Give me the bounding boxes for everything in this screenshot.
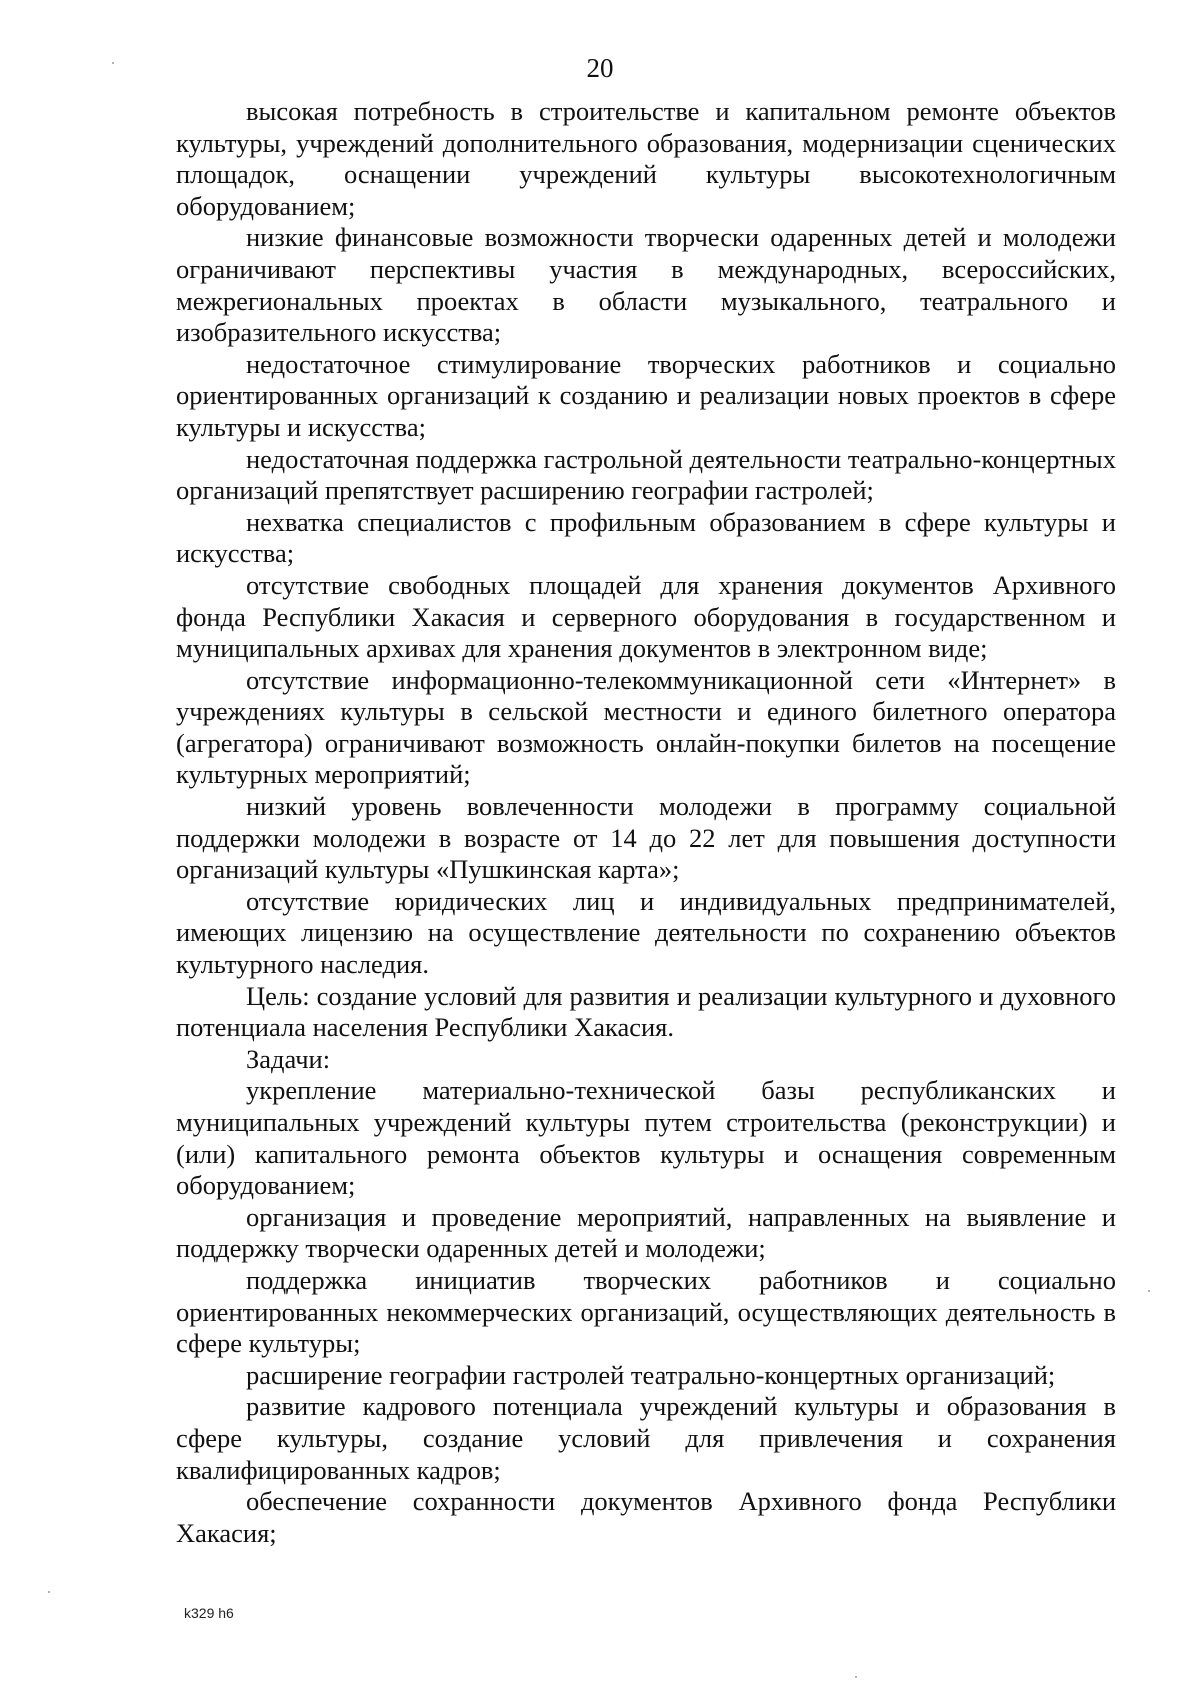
paragraph: отсутствие юридических лиц и индивидуальных предпринимателей, имеющих лицензию на осуществление деятельности по сохранению объектов культурного наследия.: [176, 885, 1116, 980]
footer-code: k329 h6: [184, 1605, 234, 1621]
paragraph: низкие финансовые возможности творчески одаренных детей и молодежи ограничивают перспективы участия в международных, всероссийских, межрегиональных проектах в области музыкального, театрального и изобразительного искусства;: [176, 222, 1116, 348]
paragraph: обеспечение сохранности документов Архивного фонда Республики Хакасия;: [176, 1486, 1116, 1548]
paragraph: отсутствие свободных площадей для хранения документов Архивного фонда Республики Хакасия и серверного оборудования в государственном и муниципальных архивах для хранения документов в электронном виде;: [176, 569, 1116, 664]
paragraph: низкий уровень вовлеченности молодежи в программу социальной поддержки молодежи в возрасте от 14 до 22 лет для повышения доступности организаций культуры «Пушкинская карта»;: [176, 791, 1116, 885]
paragraph: отсутствие информационно-телекоммуникационной сети «Интернет» в учреждениях культуры в сельской местности и единого билетного оператора (агрегатора) ограничивают возможность онлайн-покупки билетов на посещение культурных мероприятий;: [176, 664, 1116, 790]
paragraph: высокая потребность в строительстве и капитальном ремонте объектов культуры, учреждений дополнительного образования, модернизации сценических площадок, оснащении учреждений культуры высокотехнологичным оборудованием;: [176, 96, 1116, 221]
paragraph: недостаточная поддержка гастрольной деятельности театрально-концертных организаций препятствует расширению географии гастролей;: [176, 443, 1116, 506]
tasks-heading: Задачи:: [246, 1043, 331, 1074]
scan-speck: [855, 1676, 857, 1678]
paragraph: расширение географии гастролей театрально-концертных организаций;: [246, 1359, 1056, 1390]
paragraph: недостаточное стимулирование творческих работников и социально ориентированных организаций к созданию и реализации новых проектов в сфере культуры и искусства;: [176, 348, 1116, 442]
goal-paragraph: Цель: создание условий для развития и реализации культурного и духовного потенциала населения Республики Хакасия.: [176, 980, 1116, 1043]
scan-speck: [48, 1591, 50, 1593]
paragraph: организация и проведение мероприятий, направленных на выявление и поддержку творчески одаренных детей и молодежи;: [176, 1201, 1116, 1264]
paragraph: нехватка специалистов с профильным образованием в сфере культуры и искусства;: [176, 506, 1116, 569]
paragraph: поддержка инициатив творческих работников и социально ориентированных некоммерческих организаций, осуществляющих деятельность в сфере культуры;: [176, 1264, 1116, 1359]
page-number: 20: [586, 53, 614, 83]
paragraph: развитие кадрового потенциала учреждений культуры и образования в сфере культуры, создание условий для привлечения и сохранения квалифицированных кадров;: [176, 1391, 1116, 1485]
scan-speck: [1148, 1290, 1150, 1292]
body-text: [176, 96, 1116, 1549]
paragraph: укрепление материально-технической базы республиканских и муниципальных учреждений культуры путем строительства (реконструкции) и (или) капитального ремонта объектов культуры и оснащения современным оборудованием;: [176, 1075, 1116, 1201]
scan-speck: [112, 62, 114, 64]
